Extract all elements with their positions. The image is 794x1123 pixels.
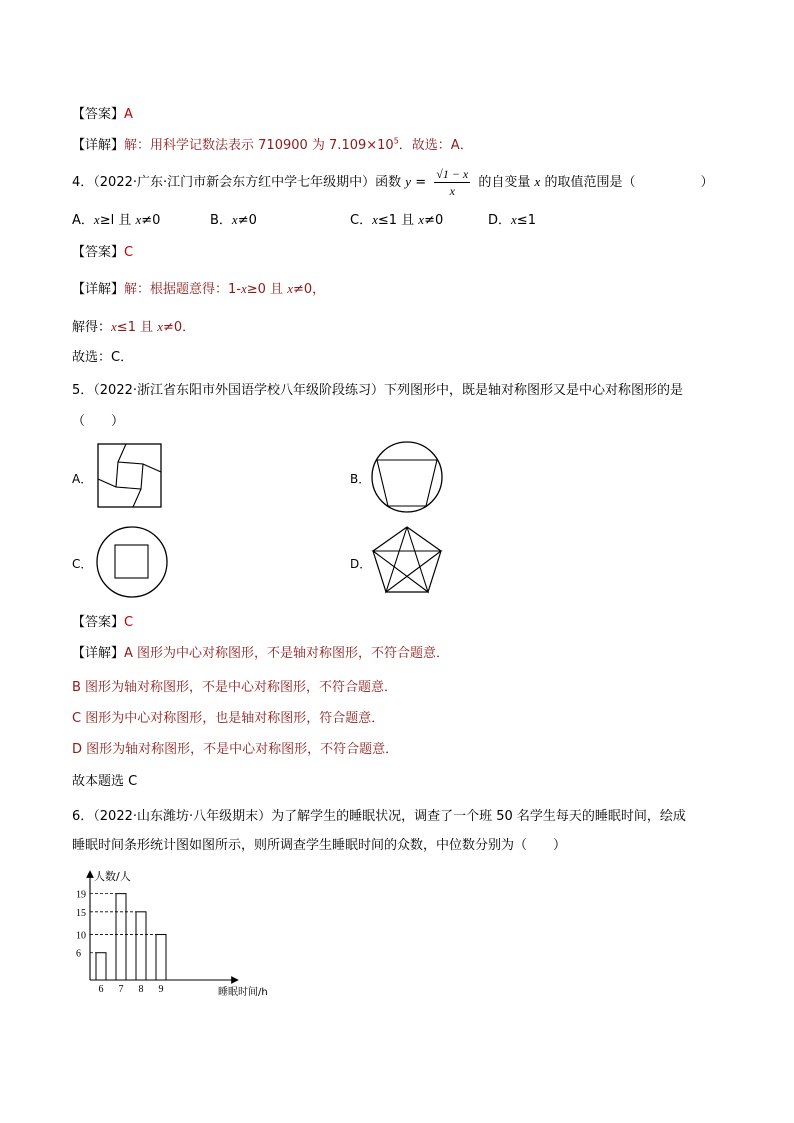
y-tick-label: 6 <box>76 948 81 960</box>
q5-detail-b: B 图形为轴对称图形，不是中心对称图形，不符合题意． <box>72 680 398 695</box>
q5-stem-paren: （ ） <box>72 414 125 429</box>
q4-detail-line: 【详解】解：根据题意得：1-x≥0 且 x≠0， <box>72 281 326 297</box>
q3-detail-line <box>72 134 473 153</box>
q4-option-b: B．x≠0 <box>210 212 257 228</box>
q4-option-c: C．x≤1 且 x≠0 <box>350 212 444 228</box>
sleep-time-bar-chart <box>70 868 300 1003</box>
figure-c-circle-square <box>95 525 169 599</box>
q5-detail-a: 【详解】A 图形为中心对称图形，不是轴对称图形，不符合题意． <box>72 646 450 661</box>
bar-8 <box>136 912 146 980</box>
bar-6 <box>96 953 106 980</box>
q5-conclude: 故本题选 C <box>72 774 138 789</box>
q4-conclude-line: 故选：C． <box>72 350 134 365</box>
x-tick-label: 8 <box>138 984 144 995</box>
q5-detail-d: D 图形为轴对称图形，不是中心对称图形，不符合题意． <box>72 742 399 757</box>
q4-option-a: A．x≥l 且 x≠0 <box>72 212 161 228</box>
y-tick-label: 10 <box>76 930 86 942</box>
fraction: $\frac{√1 - x}{x}$ <box>436 167 469 198</box>
y-tick-label: 19 <box>76 889 86 901</box>
x-axis-label: 睡眠时间/h <box>218 987 268 998</box>
q6-stem-line2: 睡眠时间条形统计图如图所示，则所调查学生睡眠时间的众数，中位数分别为（ ） <box>72 838 567 853</box>
q4-stem: 4．（2022·广东·江门市新会东方红中学七年级期中）函数 y = $\frac{√1 - x}{x}$ 的自变量 x 的取值范围是（ ） <box>72 167 714 198</box>
detail-label: 【详解】 <box>72 138 125 153</box>
figure-a-square-pinwheel <box>96 442 164 510</box>
q3-answer-line <box>72 103 133 122</box>
q4-option-d: D．x≤1 <box>488 212 536 228</box>
figure-d-pentagram <box>370 524 444 598</box>
q5-detail-c: C 图形为中心对称图形，也是轴对称图形，符合题意． <box>72 711 385 726</box>
q5-stem: 5．（2022·浙江省东阳市外国语学校八年级阶段练习）下列图形中，既是轴对称图形又是中心对称图形的是 <box>72 383 683 398</box>
q5-answer-line: 【答案】C <box>72 615 134 630</box>
bar-9 <box>156 935 166 980</box>
q4-solve-line: 解得：x≤1 且 x≠0． <box>72 319 196 335</box>
q5-option-d-label: D． <box>350 557 372 571</box>
y-tick-label: 15 <box>76 907 86 919</box>
x-tick-label: 6 <box>98 984 104 995</box>
x-tick-label: 7 <box>118 984 124 995</box>
q4-answer-line: 【答案】C <box>72 245 134 260</box>
bar-7 <box>116 894 126 980</box>
q6-stem-line1: 6．（2022·山东潍坊·八年级期末）为了解学生的睡眠状况，调查了一个班 50 名学生每天的睡眠时间，绘成 <box>72 809 686 824</box>
y-axis-label: 人数/人 <box>94 870 131 883</box>
x-tick-label: 9 <box>158 984 164 995</box>
detail-text: 解：用科学记数法表示 710900 为 $7.109\times 10^5$．故选：A． <box>124 136 473 153</box>
q5-option-c-label: C． <box>72 557 93 571</box>
figure-b-circle-trapezoid <box>370 440 444 514</box>
q5-option-a-label: A． <box>72 472 93 486</box>
answer-label: 【答案】 <box>72 107 125 122</box>
q5-option-b-label: B． <box>350 472 371 486</box>
answer-value: A <box>124 107 133 122</box>
